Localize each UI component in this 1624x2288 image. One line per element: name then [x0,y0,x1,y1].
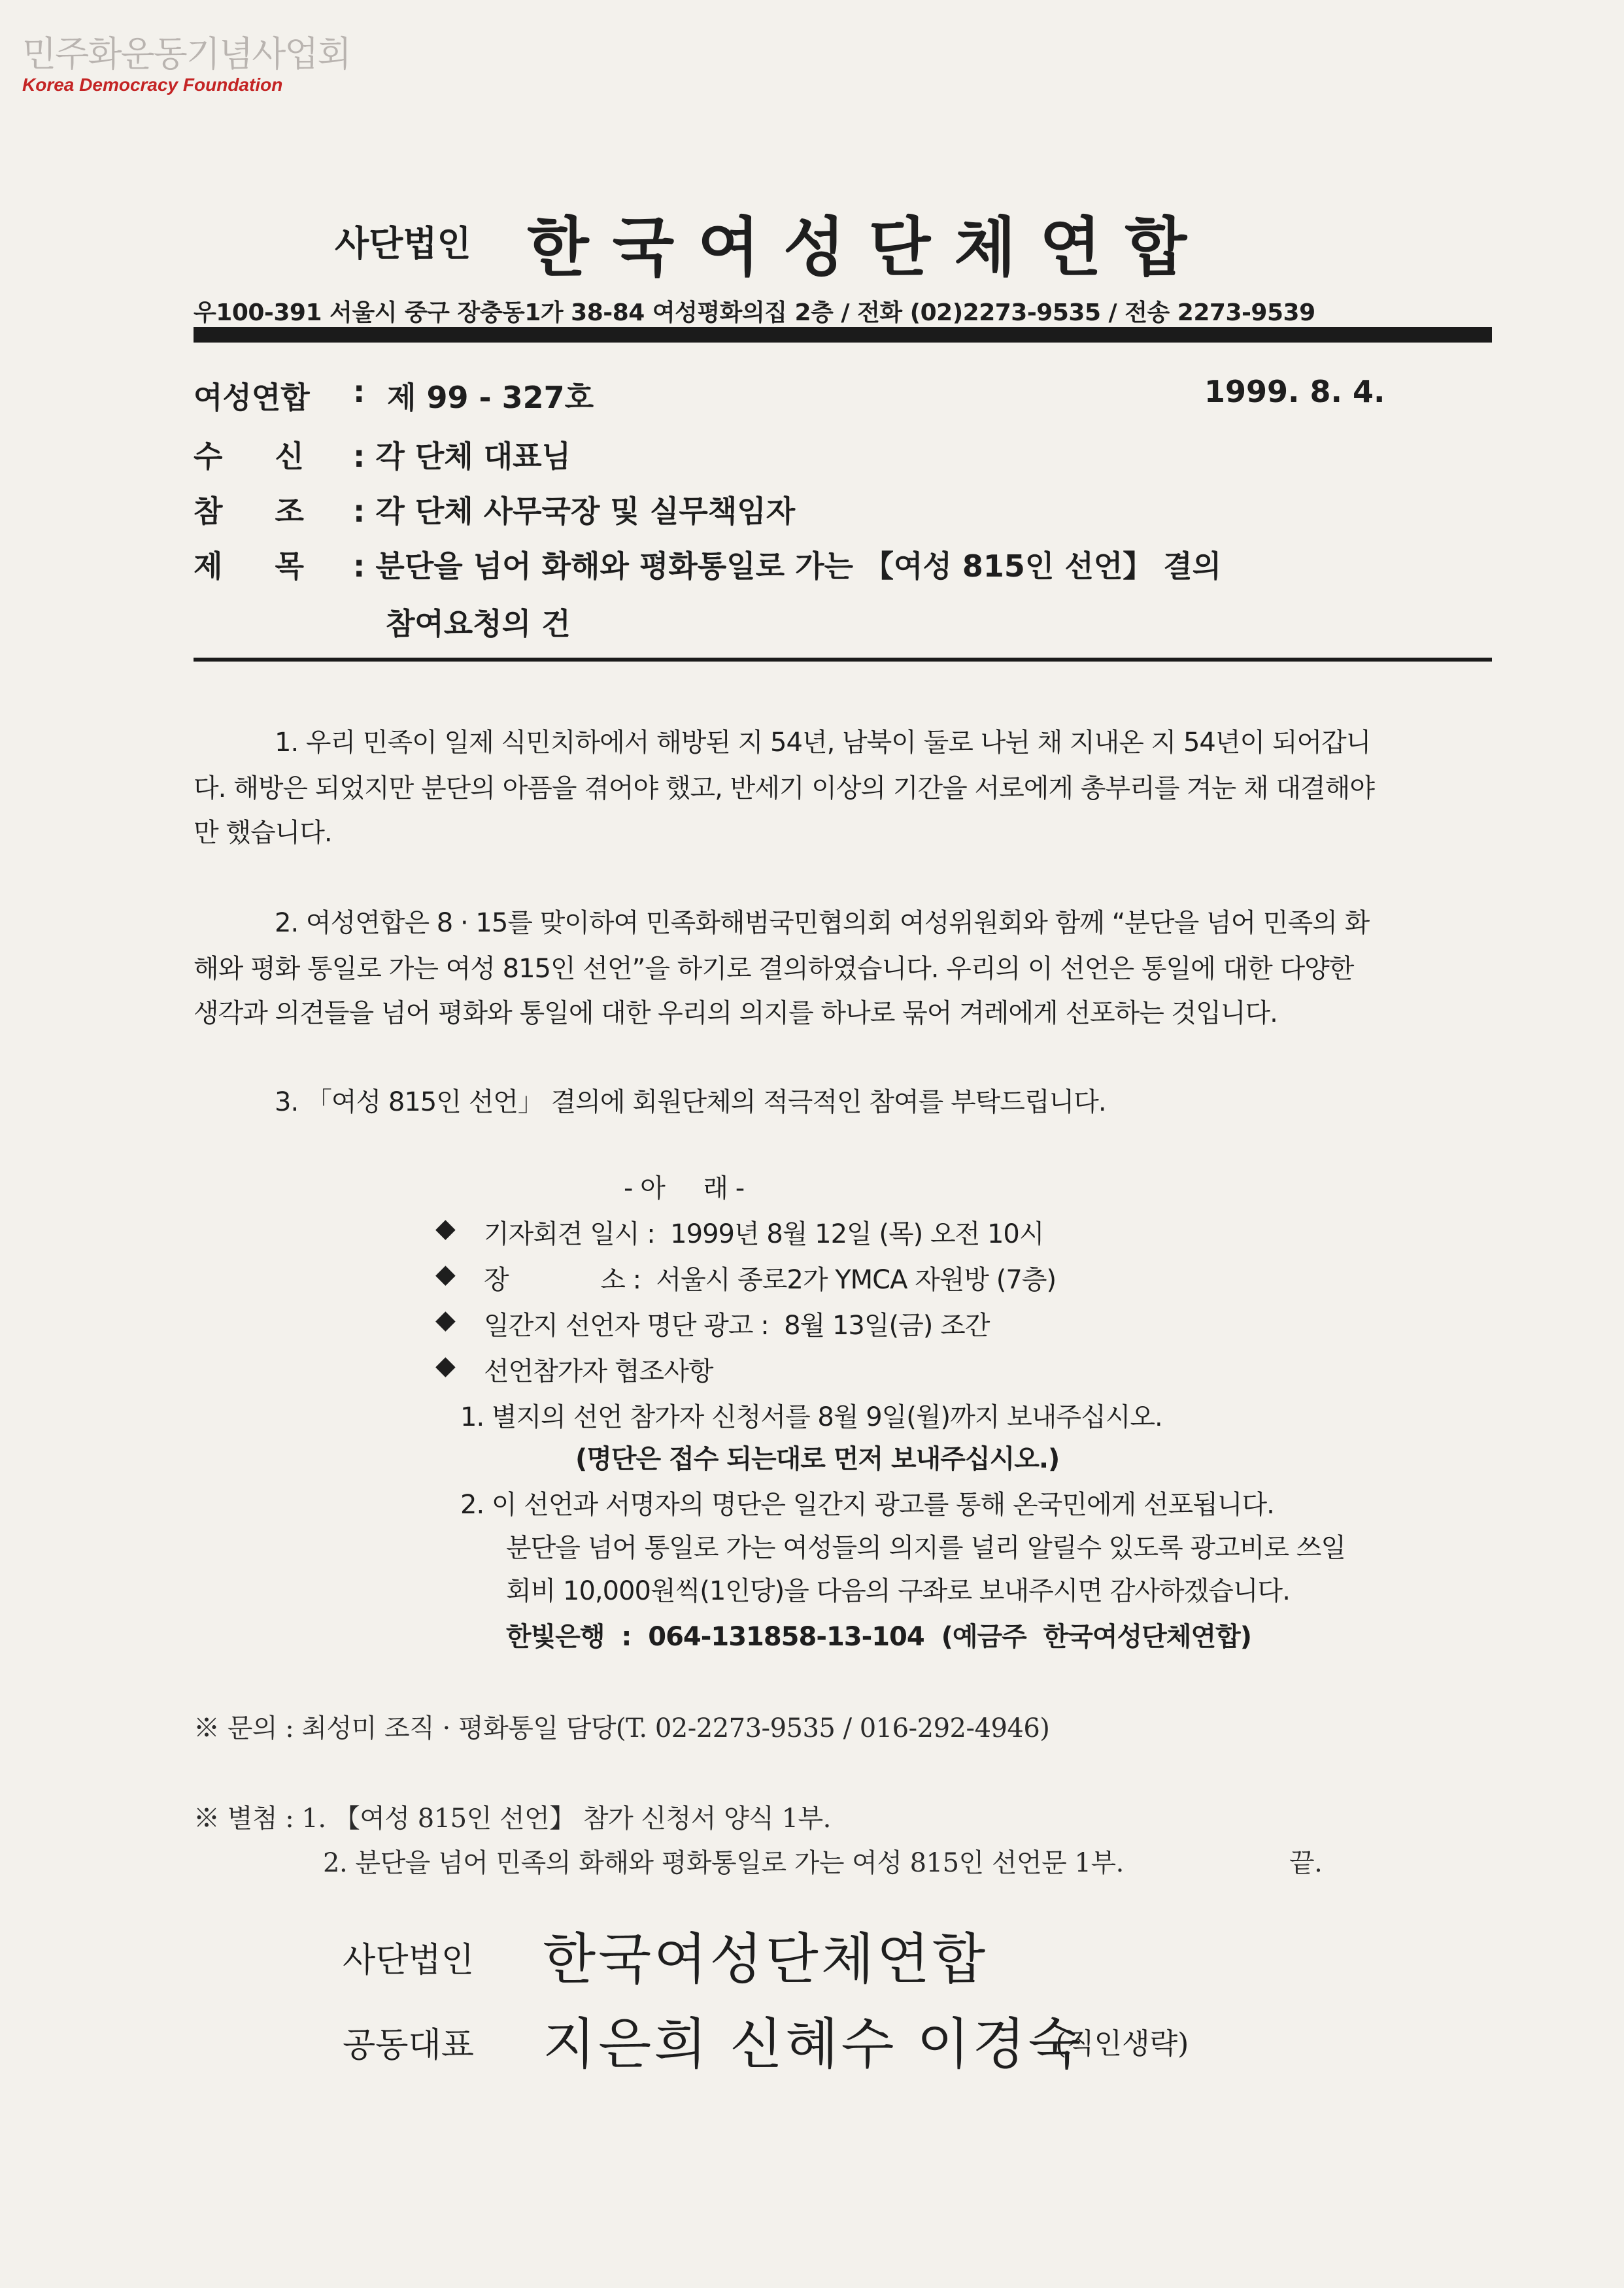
diamond-bullet-icon: ◆ [435,1305,456,1335]
bank-account: 한빛은행 : 064-131858-13-104 (예금주 한국여성단체연합) [506,1622,1252,1652]
cooperation-item-2-line-2: 분단을 넘어 통일로 가는 여성들의 의지를 널리 알릴수 있도록 광고비로 쓰일 [506,1533,1345,1563]
representatives-label: 공동대표 [343,2026,474,2065]
doc-number: 제 99 - 327호 [387,380,594,415]
letterhead-divider [194,327,1492,343]
paragraph-1-line-3: 만 했습니다. [194,818,332,848]
recipient-label: 수 신 [194,439,304,474]
diamond-bullet-icon: ◆ [435,1259,456,1289]
signature-prefix: 사단법인 [343,1941,474,1980]
inquiry-contact: ※ 문의 : 최성미 조직 · 평화통일 담당(T. 02-2273-9535 / 016-292-4946) [194,1713,1050,1743]
subject-line-1: : 분단을 넘어 화해와 평화통일로 가는 【여성 815인 선언】 결의 [353,548,1222,584]
watermark-logo-english: Korea Democracy Foundation [22,75,283,95]
cooperation-item-2-line-3: 회비 10,000원씩(1인당)을 다음의 구좌로 보내주시면 감사하겠습니다. [506,1576,1290,1606]
newspaper-ad-date: 일간지 선언자 명단 광고 : 8월 13일(금) 조간 [484,1311,990,1341]
paragraph-2-line-2: 해와 평화 통일로 가는 여성 815인 선언”을 하기로 결의하였습니다. 우리의 이 선언은 통일에 대한 다양한 [194,954,1354,984]
cc-value: : 각 단체 사무국장 및 실무책임자 [353,494,796,529]
representatives-names: 지은희 신혜수 이경숙 [543,2012,1084,2076]
cc-label: 참 조 [194,494,304,529]
letterhead-org-name: 한국여성단체연합 [527,210,1211,285]
paragraph-2-line-3: 생각과 의견들을 넘어 평화와 통일에 대한 우리의 의지를 하나로 묶어 겨레에게 선포하는 것입니다. [194,998,1277,1028]
header-divider [194,658,1492,662]
letterhead-address: 우100-391 서울시 중구 장충동1가 38-84 여성평화의집 2층 / 전화 (02)2273-9535 / 전송 2273-9539 [194,299,1315,326]
cooperation-item-2-line-1: 2. 이 선언과 서명자의 명단은 일간지 광고를 통해 온국민에게 선포됩니다. [460,1490,1274,1520]
paragraph-1-line-1: 1. 우리 민족이 일제 식민치하에서 해방된 지 54년, 남북이 둘로 나뉜 채 지내온 지 54년이 되어갑니 [275,728,1371,758]
watermark-logo-korean: 민주화운동기념사업회 [22,33,350,75]
seal-omitted-note: (직인생략) [1055,2027,1189,2061]
diamond-bullet-icon: ◆ [435,1213,456,1243]
attachment-line-2: 2. 분단을 넘어 민족의 화해와 평화통일로 가는 여성 815인 선언문 1부. [323,1848,1124,1878]
press-conference-time: 기자회견 일시 : 1999년 8월 12일 (목) 오전 10시 [484,1219,1044,1249]
below-heading: - 아 래 - [624,1173,745,1203]
subject-line-2: 참여요청의 건 [386,606,571,641]
cooperation-item-1-line-1: 1. 별지의 선언 참가자 신청서를 8월 9일(월)까지 보내주십시오. [460,1402,1162,1432]
cooperation-heading: 선언참가자 협조사항 [484,1356,713,1387]
paragraph-3: 3. 「여성 815인 선언」 결의에 회원단체의 적극적인 참여를 부탁드립니다. [275,1087,1106,1117]
doc-date: 1999. 8. 4. [1204,374,1385,409]
cooperation-item-1-note: (명단은 접수 되는대로 먼저 보내주십시오.) [575,1444,1060,1474]
doc-number-label: 여성연합 [194,380,310,415]
paragraph-2-line-1: 2. 여성연합은 8 · 15를 맞이하여 민족화해범국민협의회 여성위원회와 함께 “분단을 넘어 민족의 화 [275,908,1370,938]
doc-number-colon: : [353,374,365,409]
recipient-value: : 각 단체 대표님 [353,439,571,474]
end-mark: 끝. [1289,1848,1323,1878]
press-conference-place: 장 소 : 서울시 종로2가 YMCA 자원방 (7층) [484,1265,1057,1295]
diamond-bullet-icon: ◆ [435,1351,456,1381]
signature-org-name: 한국여성단체연합 [543,1927,989,1991]
paragraph-1-line-2: 다. 해방은 되었지만 분단의 아픔을 겪어야 했고, 반세기 이상의 기간을 서로에게 총부리를 겨눈 채 대결해야 [194,773,1374,803]
letterhead-prefix: 사단법인 [335,223,471,264]
attachment-line-1: ※ 별첨 : 1. 【여성 815인 선언】 참가 신청서 양식 1부. [194,1804,831,1834]
subject-label: 제 목 [194,548,304,584]
